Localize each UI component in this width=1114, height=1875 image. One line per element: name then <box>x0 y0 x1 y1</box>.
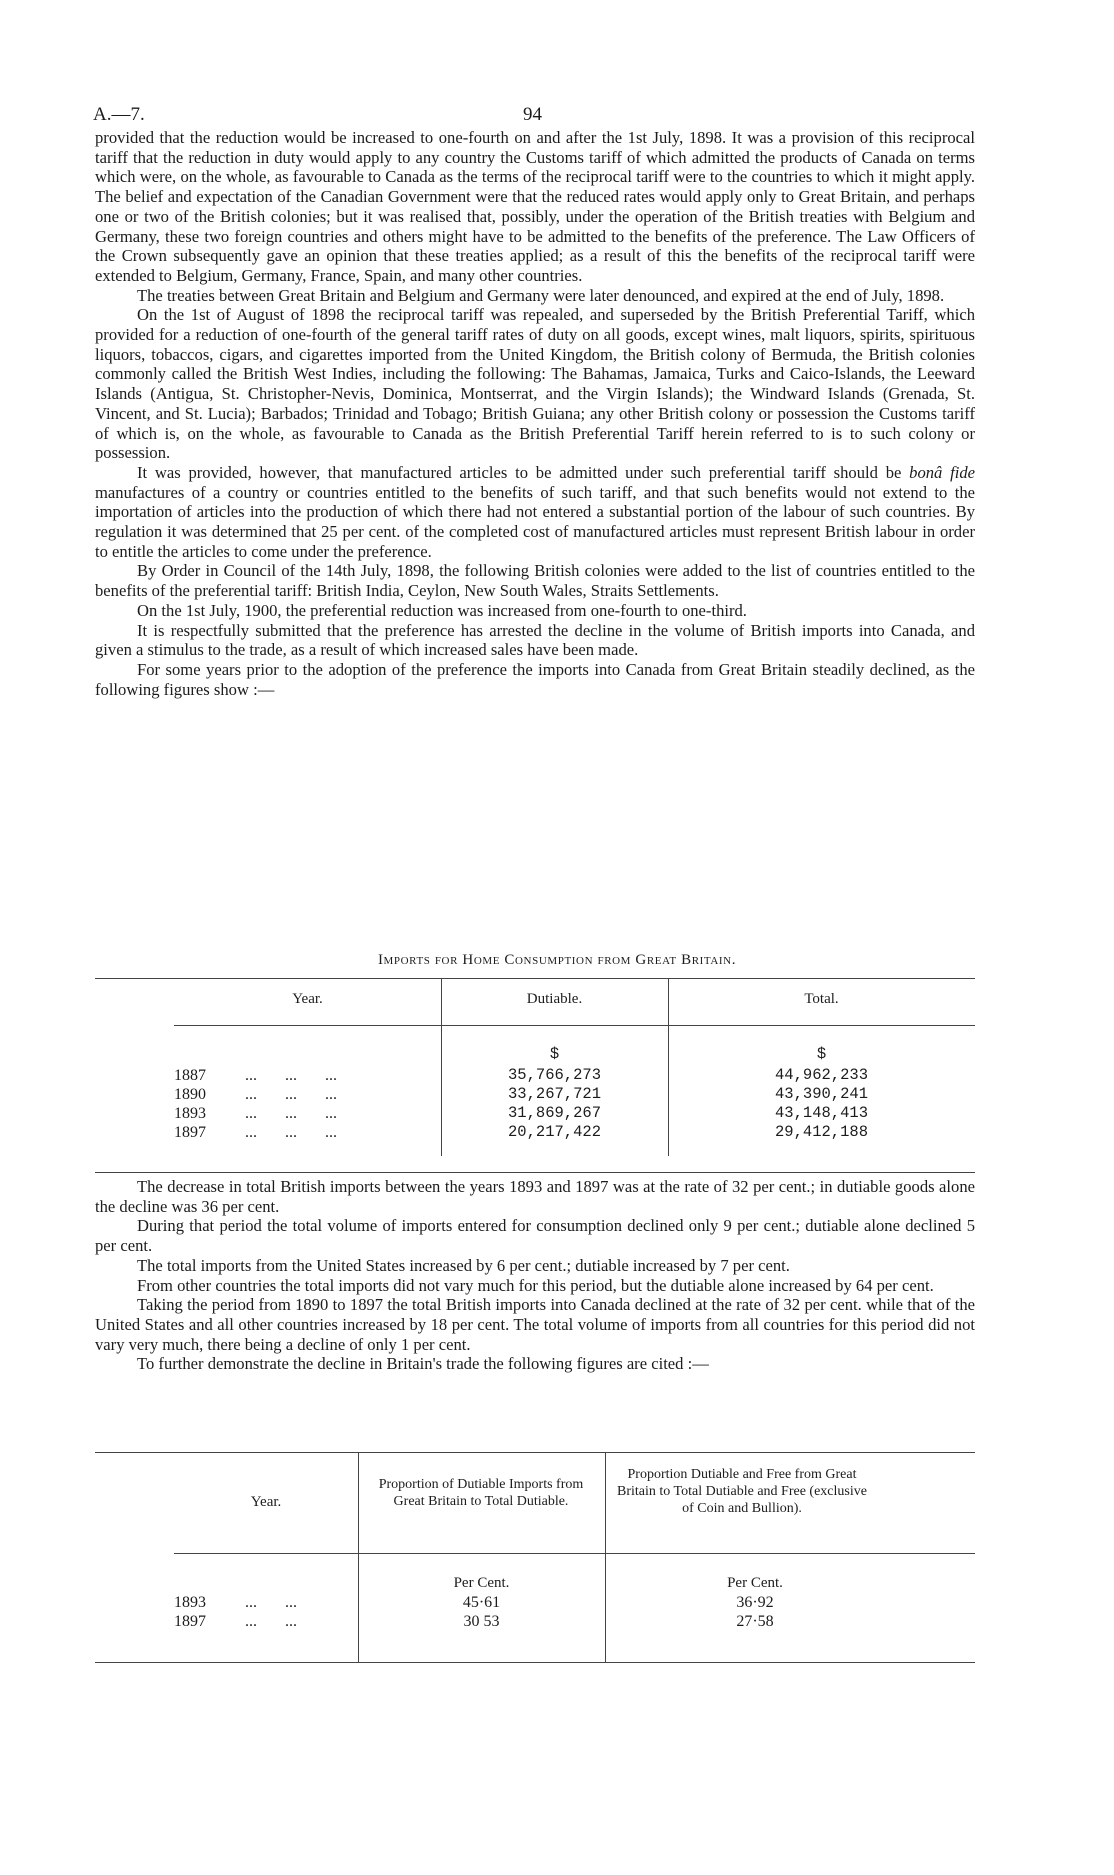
table1-dutiable-value: 20,217,422 <box>507 1123 601 1141</box>
table1-year: 1893 <box>174 1105 206 1122</box>
table1-total-value: 43,148,413 <box>774 1104 868 1122</box>
table1-header-total: Total. <box>804 991 839 1007</box>
table1-unit-dutiable: $ <box>549 1045 560 1063</box>
table1-year: 1897 <box>174 1124 206 1141</box>
table1-bottom-rule <box>95 1172 975 1173</box>
table2-year: 1897 <box>174 1613 206 1630</box>
paragraph: On the 1st July, 1900, the preferential reduction was increased from one-fourth to one-third. <box>137 600 747 620</box>
table1-leaders: ... ... ... <box>245 1124 337 1141</box>
table1-caption: Imports for Home Consumption from Great Britain. <box>377 952 737 968</box>
table1-top-rule <box>95 978 975 979</box>
table2-top-rule <box>95 1452 975 1453</box>
paragraph: The treaties between Great Britain and Belgium and Germany were later denounced, and expired at the end of July, 1898. <box>137 285 945 305</box>
table2-unit-col2: Per Cent. <box>727 1575 783 1591</box>
table2-header-proportion-dutiable: Proportion of Dutiable Imports from Great Britain to Total Dutiable. <box>378 1477 584 1509</box>
table2-col2-value: 36·92 <box>736 1594 774 1611</box>
table2-leaders: ... ... <box>245 1613 297 1630</box>
table1-year: 1890 <box>174 1086 206 1103</box>
page-number: 94 <box>523 104 542 125</box>
table1-unit-total: $ <box>816 1045 827 1063</box>
table2-col2-value: 27·58 <box>736 1613 774 1630</box>
paragraph: During that period the total volume of imports entered for consumption declined only 9 per cent.; dutiable alone declined 5 per cent. <box>95 1216 975 1256</box>
paragraph: The decrease in total British imports between the years 1893 and 1897 was at the rate of 32 per cent.; in dutiable goods alone the decline was 36 per cent. <box>95 1177 975 1216</box>
table1-leaders: ... ... ... <box>245 1067 337 1084</box>
table1-year: 1887 <box>174 1067 206 1084</box>
table1-dutiable-value: 31,869,267 <box>507 1104 601 1122</box>
paragraph: From other countries the total imports did not vary much for this period, but the dutiable alone increased by 64 per cent. <box>137 1275 934 1295</box>
table1-leaders: ... ... ... <box>245 1086 337 1103</box>
table1-total-value: 44,962,233 <box>774 1066 868 1084</box>
paragraph: Taking the period from 1890 to 1897 the total British imports into Canada declined at the rate of 32 per cent. while that of the United States and all other countries increased by 18 per cent. The total volume of imports from all countries for this period did not vary very much, there being a decline of only 1 per cent. <box>95 1295 975 1354</box>
paragraph: By Order in Council of the 14th July, 1898, the following British colonies were added to the list of countries entitled to the benefits of the preferential tariff: British India, Ceylon, New South Wales, Straits Settlements. <box>95 561 975 601</box>
paragraph: On the 1st of August of 1898 the reciprocal tariff was repealed, and superseded by the British Preferential Tariff, which provided for a reduction of one-fourth of the general tariff rates of duty on all goods, except wines, malt liquors, spirits, spirituous liquors, tobaccos, cigars, and cigarettes imported from the United Kingdom, the British colony of Bermuda, the British colonies commonly called the British West Indies, including the following: The Bahamas, Jamaica, Turks and Caico-Islands, the Leeward Islands (Antigua, St. Christopher-Nevis, Dominica, Montserrat, and the Virgin Islands); the Windward Islands (Grenada, St. Vincent, and St. Lucia); Barbados; Trinidad and Tobago; British Guiana; any other British colony or possession the Customs tariff of which is, on the whole, as favourable to Canada as the British Preferential Tariff herein referred to is to such colony or possession. <box>95 305 975 463</box>
paragraph: To further demonstrate the decline in Britain's trade the following figures are cited :— <box>137 1354 709 1374</box>
table2-col1-value: 30 53 <box>463 1613 500 1630</box>
table2-year: 1893 <box>174 1594 206 1611</box>
table2-unit-col1: Per Cent. <box>453 1575 510 1591</box>
table1-leaders: ... ... ... <box>245 1105 337 1122</box>
table1-dutiable-value: 35,766,273 <box>507 1066 601 1084</box>
table1-header-rule <box>174 1025 975 1026</box>
paragraph: It is respectfully submitted that the preference has arrested the decline in the volume of British imports into Canada, and given a stimulus to the trade, as a result of which increased sales have been made. <box>95 620 975 660</box>
body-text-top <box>95 128 975 699</box>
table2-header-rule <box>174 1553 975 1554</box>
body-text-middle <box>95 1177 975 1374</box>
paragraph: For some years prior to the adoption of the preference the imports into Canada from Great Britain steadily declined, as the following figures show :— <box>95 659 975 699</box>
paragraph: provided that the reduction would be increased to one-fourth on and after the 1st July, 1898. It was a provision of this reciprocal tariff that the reduction in duty would apply to any country the Customs tariff of which admitted the products of Canada on terms which were, on the whole, as favourable to Canada as the terms of the reciprocal tariff were to the countries to which it might apply. The belief and expectation of the Canadian Government were that the reduced rates would apply only to Great Britain, and perhaps one or two of the British colonies; but it was realised that, possibly, under the operation of the British treaties with Belgium and Germany, these two foreign countries and others might have to be admitted to the benefits of the preference. The Law Officers of the Crown subsequently gave an opinion that these treaties applied; as a result of this the benefits of the reciprocal tariff were extended to Belgium, Germany, France, Spain, and many other countries. <box>95 128 975 285</box>
table1-header-dutiable: Dutiable. <box>526 991 583 1007</box>
table1-total-value: 29,412,188 <box>774 1123 868 1141</box>
paragraph: It was provided, however, that manufactured articles to be admitted under such preferential tariff should be bonâ fide manufactures of a country or countries entitled to the benefits of such tariff, and that such benefits would not extend to the importation of articles into the production of which there had not entered a substantial portion of the labour of such countries. By regulation it was determined that 25 per cent. of the completed cost of manufactured articles must represent British labour in order to entitle the articles to come under the preference. <box>95 462 975 561</box>
table2-bottom-rule <box>95 1662 975 1663</box>
table1-dutiable-value: 33,267,721 <box>507 1085 601 1103</box>
table1-header-year: Year. <box>292 991 323 1007</box>
table2-leaders: ... ... <box>245 1594 297 1611</box>
table2-col1-value: 45·61 <box>462 1594 501 1611</box>
paragraph: The total imports from the United States increased by 6 per cent.; dutiable increased by 7 per cent. <box>137 1255 790 1275</box>
document-reference: A.—7. <box>93 104 145 125</box>
table2-header-year: Year. <box>250 1494 282 1510</box>
table2-header-proportion-dutiable-free: Proportion Dutiable and Free from Great Britain to Total Dutiable and Free (exclusive of Coin and Bullion). <box>617 1467 867 1516</box>
table1-total-value: 43,390,241 <box>774 1085 868 1103</box>
